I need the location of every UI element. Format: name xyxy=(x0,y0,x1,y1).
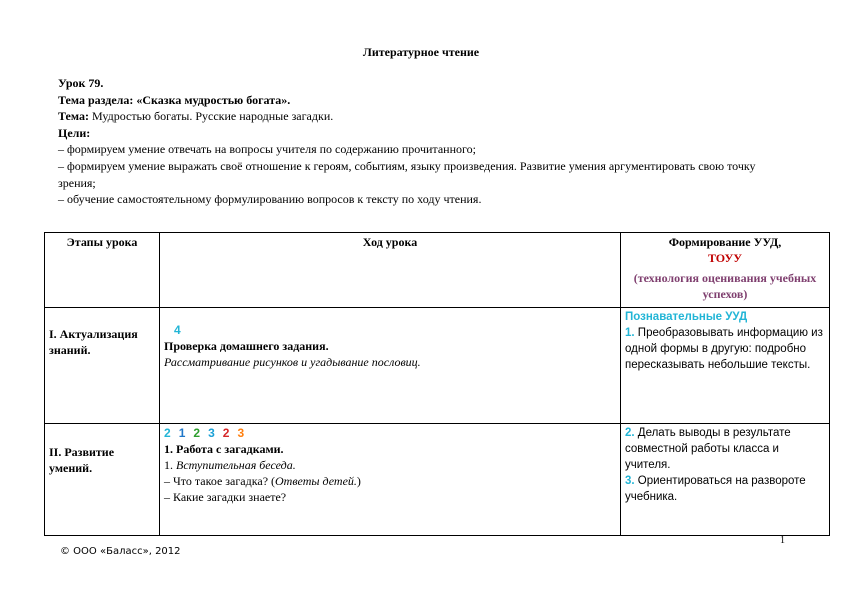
uud-cell xyxy=(621,308,830,424)
course-cell xyxy=(160,308,621,424)
table-row xyxy=(45,308,830,424)
score-number: 1 xyxy=(178,426,186,440)
uud-item-text: Преобразовывать информацию из одной формы в другую: подробно пересказывать небольшие тексты. xyxy=(625,327,823,371)
lesson-table xyxy=(44,232,830,536)
header-formation xyxy=(621,233,830,308)
score-number: 2 xyxy=(222,426,230,440)
row-line xyxy=(164,473,616,489)
uud-item-number: 3. xyxy=(625,475,635,487)
row-line-italic: Ответы детей. xyxy=(275,474,357,488)
row-line-post: ) xyxy=(356,474,361,488)
uud-title: Познавательные УУД xyxy=(625,311,748,323)
lesson-header xyxy=(58,75,758,208)
goal-item: – формируем умение отвечать на вопросы учителя по содержанию прочитанного; xyxy=(58,142,476,157)
row-heading: 1. Работа с загадками. xyxy=(164,442,284,456)
score-number: 2 xyxy=(193,426,201,440)
uud-item-number: 2. xyxy=(625,427,635,439)
uud-cell xyxy=(621,424,830,536)
topic-value: Мудростью богаты. Русские народные загадки. xyxy=(91,109,334,124)
section-value: «Сказка мудростью богата». xyxy=(136,92,291,107)
row-line-pre: – Что такое загадка? ( xyxy=(164,474,276,488)
copyright: © ООО «Баласс», 2012 xyxy=(60,546,181,557)
header-touu: ТОУУ xyxy=(707,251,743,265)
row-heading: Проверка домашнего задания. xyxy=(164,339,329,353)
score-numbers xyxy=(164,322,616,338)
row-line xyxy=(164,457,616,473)
uud-item xyxy=(625,425,825,473)
score-number: 2 xyxy=(164,426,171,440)
stage-cell: I. Актуализация знаний. xyxy=(45,308,160,424)
score-number: 4 xyxy=(174,323,181,337)
goal-item: – формируем умение выражать своё отношение к героям, событиям, языку произведения. Развитие умения аргументировать свою точку зрения; xyxy=(58,158,756,190)
goals-label: Цели: xyxy=(58,125,91,140)
table-header-row xyxy=(45,233,830,308)
header-touu-full: (технология оценивания учебных успехов) xyxy=(633,271,817,301)
header-stages: Этапы урока xyxy=(45,233,160,308)
course-cell xyxy=(160,424,621,536)
table-row xyxy=(45,424,830,536)
header-formation-title: Формирование УУД, xyxy=(668,235,782,249)
document-title: Литературное чтение xyxy=(362,45,480,59)
uud-item xyxy=(625,473,825,505)
row-line: – Какие загадки знаете? xyxy=(164,490,287,504)
uud-item-number: 1. xyxy=(625,327,635,339)
score-number: 3 xyxy=(208,426,215,440)
uud-item-text: Делать выводы в результате совместной работы класса и учителя. xyxy=(625,427,791,471)
header-course: Ход урока xyxy=(160,233,621,308)
score-numbers xyxy=(164,425,616,441)
row-line-text: Вступительная беседа. xyxy=(176,458,296,472)
stage-cell: II. Развитие умений. xyxy=(45,424,160,536)
score-number: 3 xyxy=(237,426,245,440)
topic-label: Тема: xyxy=(58,109,89,124)
topic-line xyxy=(58,108,758,125)
row-line-number: 1. xyxy=(164,458,173,472)
page-number: 1 xyxy=(780,535,785,546)
section-line xyxy=(58,92,758,109)
goal-item: – обучение самостоятельному формулированию вопросов к тексту по ходу чтения. xyxy=(58,192,482,207)
lesson-number: Урок 79. xyxy=(58,76,104,90)
uud-item xyxy=(625,325,825,373)
section-label: Тема раздела: xyxy=(58,92,134,107)
row-line: Рассматривание рисунков и угадывание пословиц. xyxy=(164,355,421,369)
uud-item-text: Ориентироваться на развороте учебника. xyxy=(625,475,806,503)
